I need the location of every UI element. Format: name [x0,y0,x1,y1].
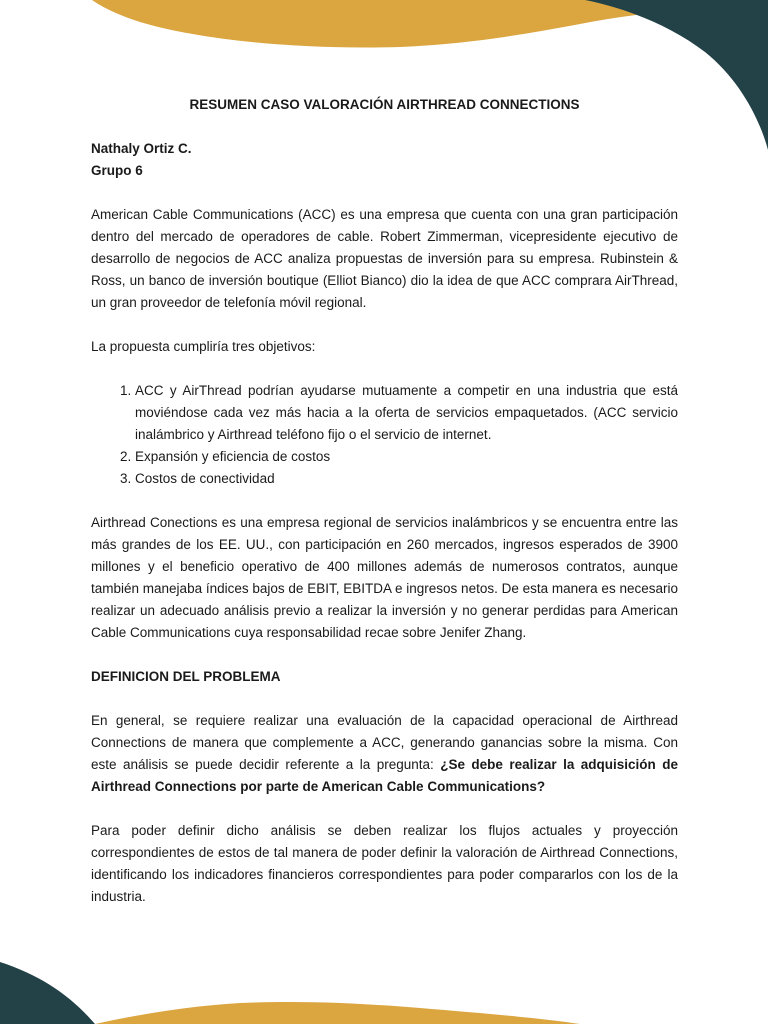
author-name: Nathaly Ortiz C. [91,141,192,156]
objectives-intro: La propuesta cumpliría tres objetivos: [91,339,316,354]
objectives-list [91,380,678,490]
final-paragraph: Para poder definir dicho análisis se deben realizar los flujos actuales y proyección correspondientes de estos de tal manera de poder definir la valoración de Airthread Connections, identificando los indicadores financieros correspondientes para poder compararlos con los de la industria. [91,823,678,904]
list-item: 2. Expansión y eficiencia de costos [135,446,678,468]
top-gold-band [92,0,768,48]
problem-paragraph-text: En general, se requiere realizar una evaluación de la capacidad operacional de Airthread Connections de manera que complemente a ACC, generando ganancias sobre la misma. Con este análisis se puede decidir referente a la pregunta: [91,713,678,772]
document-body [91,94,678,908]
group-label: Grupo 6 [91,163,143,178]
list-item: 3. Costos de conectividad [135,468,678,490]
company-paragraph: Airthread Conections es una empresa regional de servicios inalámbricos y se encuentra entre las más grandes de los EE. UU., con participación en 260 mercados, ingresos esperados de 3900 millones y el beneficio operativo de 400 millones además de numerosos contratos, aunque también manejaba índices bajos de EBIT, EBITDA e ingresos netos. De esta manera es necesario realizar un adecuado análisis previo a realizar la inversión y no generar perdidas para American Cable Communications cuya responsabilidad recae sobre Jenifer Zhang. [91,515,678,640]
bottom-dark-shape [0,962,95,1024]
problem-paragraph [91,710,678,798]
intro-paragraph: American Cable Communications (ACC) es una empresa que cuenta con una gran participación dentro del mercado de operadores de cable. Robert Zimmerman, vicepresidente ejecutivo de desarrollo de negocios de ACC analiza propuestas de inversión para su empresa. Rubinstein & Ross, un banco de inversión boutique (Elliot Bianco) dio la idea de que ACC comprara AirThread, un gran proveedor de telefonía móvil regional. [91,207,678,310]
document-title: RESUMEN CASO VALORACIÓN AIRTHREAD CONNECTIONS [189,97,580,112]
problem-heading: DEFINICION DEL PROBLEMA [91,669,281,684]
bottom-gold-band [95,1002,580,1024]
list-item: 1. ACC y AirThread podrían ayudarse mutuamente a competir en una industria que está moviéndose cada vez más hacia a la oferta de servicios empaquetados. (ACC servicio inalámbrico y Airthread teléfono fijo o el servicio de internet. [135,380,678,446]
problem-question: ¿Se debe realizar la adquisición de Airthread Connections por parte de American Cable Communications? [91,757,678,794]
